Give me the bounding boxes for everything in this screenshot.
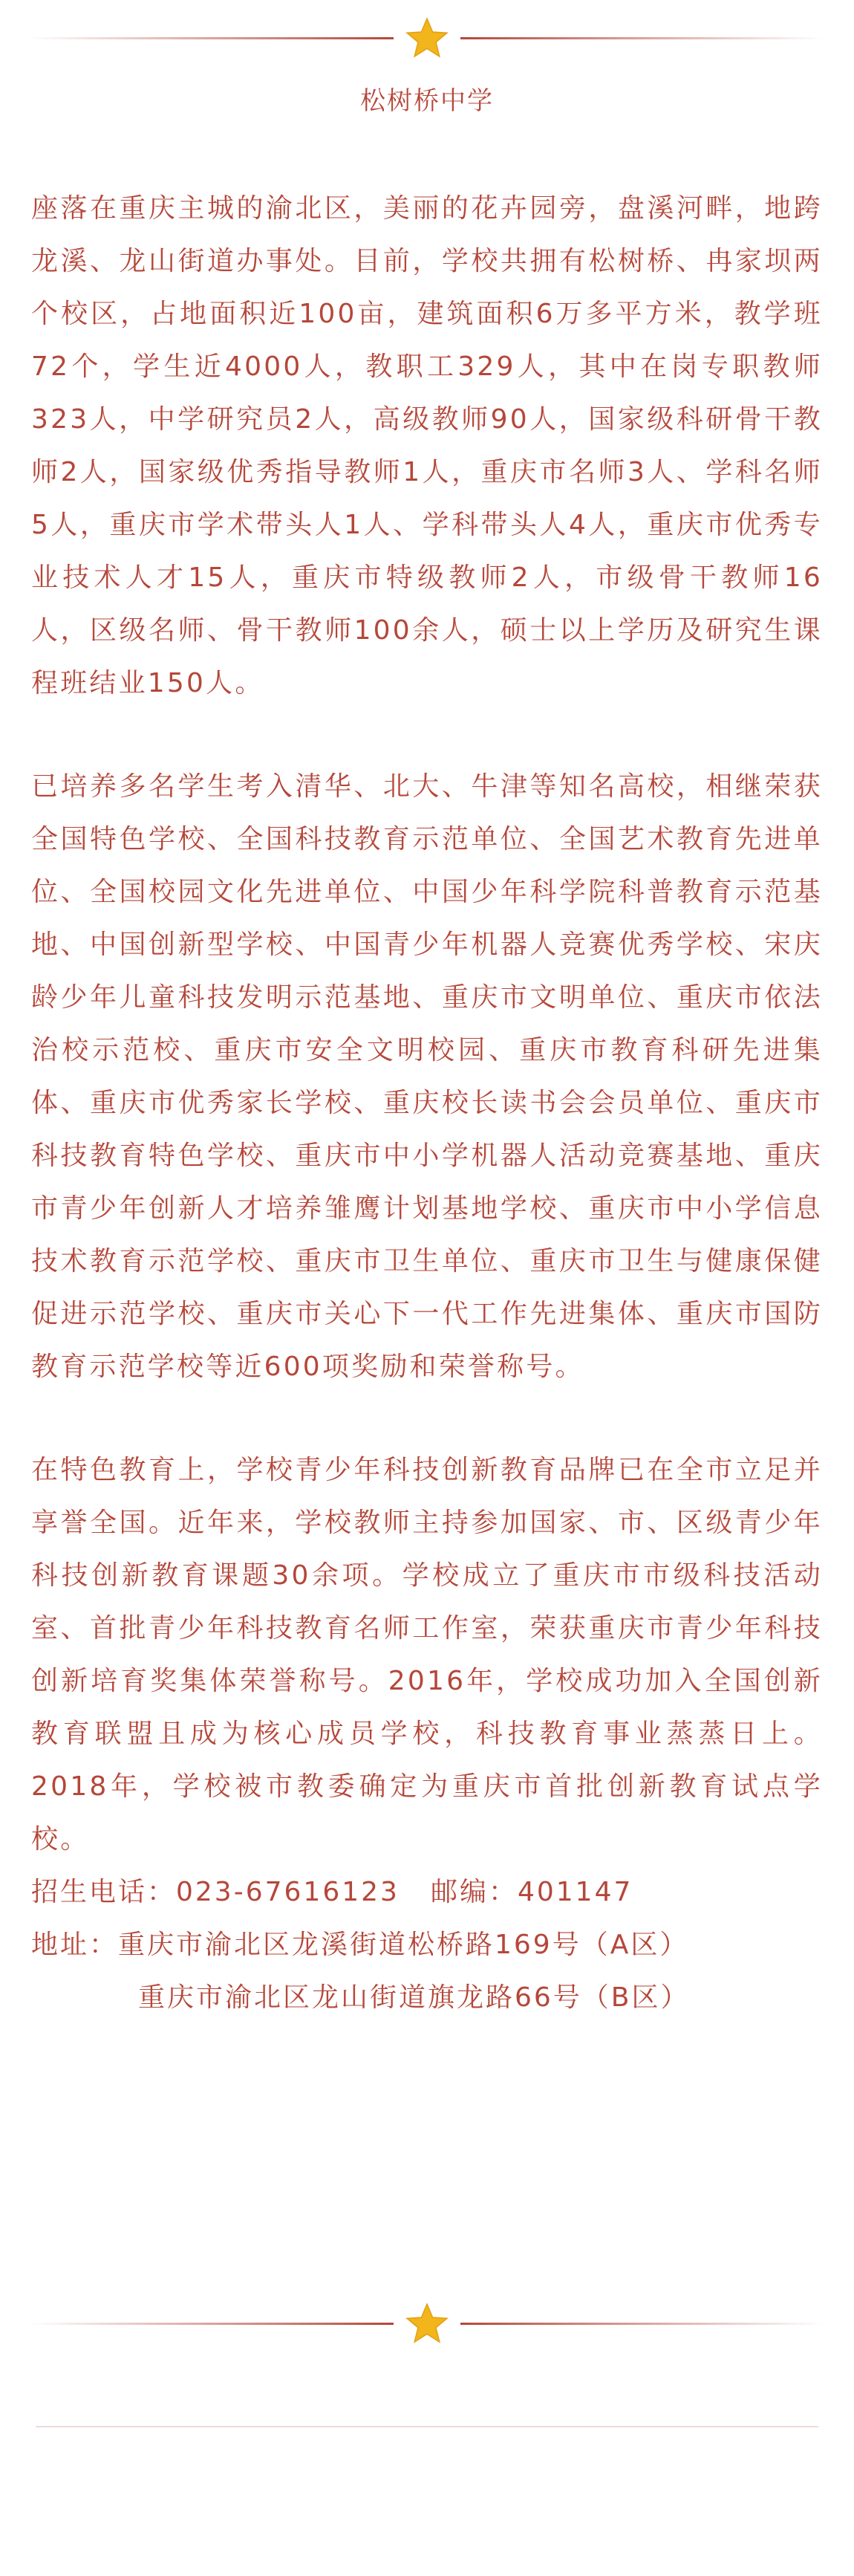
bottom-rule <box>36 2426 818 2427</box>
divider-line-right <box>460 37 824 39</box>
paragraph-features: 在特色教育上，学校青少年科技创新教育品牌已在全市立足并享誉全国。近年来，学校教师主持参加国家、市、区级青少年科技创新教育课题30余项。学校成立了重庆市市级科技活动室、首批青少年科技教育名师工作室，荣获重庆市青少年科技创新培育奖集体荣誉称号。2016年，学校成功加入全国创新教育联盟且成为核心成员学校，科技教育事业蒸蒸日上。2018年，学校被市教委确定为重庆市首批创新教育试点学校。 <box>31 1455 823 1855</box>
address-a: 地址：重庆市渝北区龙溪街道松桥路169号（A区） <box>31 1930 689 1960</box>
page-title: 松树桥中学 <box>360 86 494 116</box>
divider-line-left <box>30 2323 394 2325</box>
divider-line-left <box>30 37 394 39</box>
paragraph-honors: 已培养多名学生考入清华、北大、牛津等知名高校，相继荣获全国特色学校、全国科技教育示范单位、全国艺术教育先进单位、全国校园文化先进单位、中国少年科学院科普教育示范基地、中国创新型学校、中国青少年机器人竞赛优秀学校、宋庆龄少年儿童科技发明示范基地、重庆市文明单位、重庆市依法治校示范校、重庆市安全文明校园、重庆市教育科研先进集体、重庆市优秀家长学校、重庆校长读书会会员单位、重庆市科技教育特色学校、重庆市中小学机器人活动竞赛基地、重庆市青少年创新人才培养雏鹰计划基地学校、重庆市中小学信息技术教育示范学校、重庆市卫生单位、重庆市卫生与健康保健促进示范学校、重庆市关心下一代工作先进集体、重庆市国防教育示范学校等近600项奖励和荣誉称号。 <box>31 771 823 1382</box>
address-b: 重庆市渝北区龙山街道旗龙路66号（B区） <box>138 1982 690 2013</box>
star-icon <box>405 2302 449 2346</box>
paragraph-overview: 座落在重庆主城的渝北区，美丽的花卉园旁，盘溪河畔，地跨龙溪、龙山街道办事处。目前，学校共拥有松树桥、冉家坝两个校区，占地面积近100亩，建筑面积6万多平方米，教学班72个，学生近4000人，教职工329人，其中在岗专职教师323人，中学研究员2人，高级教师90人，国家级科研骨干教师2人，国家级优秀指导教师1人，重庆市名师3人、学科名师5人，重庆市学术带头人1人、学科带头人4人，重庆市优秀专业技术人才15人，重庆市特级教师2人，市级骨干教师16人，区级名师、骨干教师100余人，硕士以上学历及研究生课程班结业150人。 <box>31 193 823 698</box>
top-divider <box>30 16 824 61</box>
bottom-divider <box>30 2302 824 2346</box>
star-icon <box>405 16 449 61</box>
contact-line <box>31 1866 823 1918</box>
postcode: 邮编：401147 <box>430 1877 633 1907</box>
enrollment-phone: 招生电话：023-67616123 <box>31 1877 400 1907</box>
divider-line-right <box>460 2323 824 2325</box>
article-body <box>31 182 823 2024</box>
